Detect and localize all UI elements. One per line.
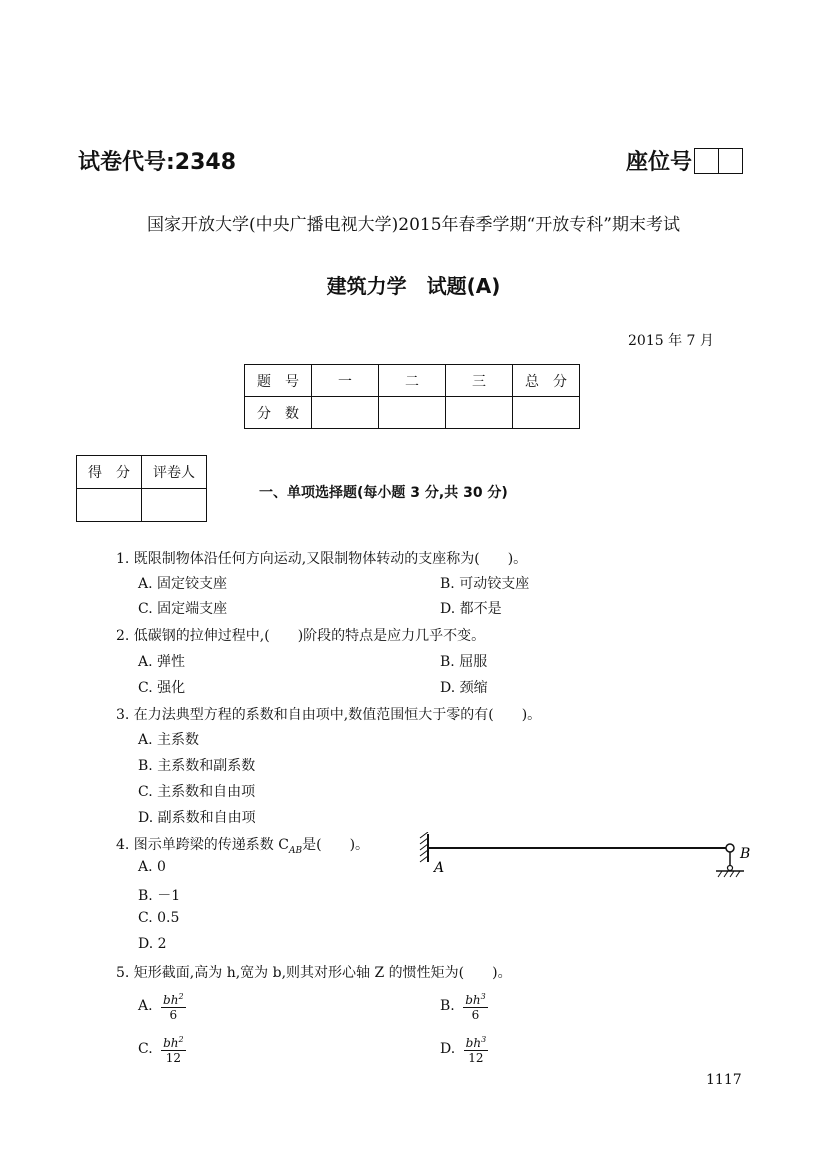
- point-a-label: A: [434, 860, 445, 876]
- option-letter: C.: [138, 1041, 153, 1057]
- option[interactable]: B. 可动铰支座: [440, 576, 530, 592]
- option-c[interactable]: [138, 1033, 186, 1065]
- option-letter: A.: [138, 998, 153, 1014]
- score-cell: 三: [446, 365, 513, 397]
- score-entry[interactable]: [446, 397, 513, 429]
- option[interactable]: C. 0.5: [138, 910, 180, 926]
- option[interactable]: A. 弹性: [138, 654, 186, 670]
- score-cell: 二: [379, 365, 446, 397]
- grader-score-entry[interactable]: [77, 489, 142, 522]
- option[interactable]: D. 2: [138, 936, 167, 952]
- question-3: 3. 在力法典型方程的系数和自由项中,数值范围恒大于零的有( )。: [116, 707, 542, 723]
- fraction-numerator: bh: [163, 993, 179, 1007]
- seat-label: 座位号: [626, 150, 693, 175]
- question-4-text: 4. 图示单跨梁的传递系数 C: [116, 837, 289, 853]
- grader-table: [76, 455, 207, 522]
- option[interactable]: D. 副系数和自由项: [138, 810, 256, 826]
- fraction: [464, 1033, 489, 1065]
- subject-title: 建筑力学 试题(A): [326, 274, 501, 298]
- score-cell: 总 分: [513, 365, 580, 397]
- fixed-support-icon: [420, 832, 428, 862]
- question-2: 2. 低碳钢的拉伸过程中,( )阶段的特点是应力几乎不变。: [116, 628, 486, 644]
- grader-score-label: 得 分: [77, 456, 142, 489]
- option[interactable]: B. 主系数和副系数: [138, 758, 256, 774]
- option[interactable]: C. 固定端支座: [138, 601, 228, 617]
- page-number: 1117: [706, 1072, 742, 1088]
- question-4-text-end: 是( )。: [302, 837, 370, 853]
- beam-diagram: [414, 832, 759, 882]
- score-cell: 分 数: [245, 397, 312, 429]
- option[interactable]: C. 强化: [138, 680, 186, 696]
- fraction-exponent: 2: [178, 1035, 184, 1044]
- question-4: [116, 834, 369, 856]
- score-table: [244, 364, 580, 429]
- fraction: [161, 1033, 186, 1065]
- fraction-denominator: 6: [169, 1008, 178, 1022]
- seat-box: [718, 149, 742, 173]
- fraction-denominator: 12: [165, 1051, 182, 1065]
- option[interactable]: A. 主系数: [138, 732, 200, 748]
- option-b[interactable]: [440, 990, 488, 1022]
- paper-code: 试卷代号:2348: [78, 150, 237, 175]
- option[interactable]: B. 屈服: [440, 654, 488, 670]
- question-4-subscript: AB: [288, 845, 303, 856]
- fraction-exponent: 3: [481, 1035, 487, 1044]
- fraction-numerator: bh: [163, 1036, 179, 1050]
- option[interactable]: B. －1: [138, 888, 181, 904]
- score-entry[interactable]: [379, 397, 446, 429]
- option-letter: B.: [440, 998, 455, 1014]
- fraction-denominator: 12: [468, 1051, 484, 1065]
- option-letter: D.: [440, 1041, 456, 1057]
- fraction-exponent: 3: [480, 992, 486, 1001]
- fraction: [161, 990, 186, 1022]
- option[interactable]: D. 都不是: [440, 601, 502, 617]
- score-entry[interactable]: [312, 397, 379, 429]
- point-b-label: B: [740, 846, 751, 862]
- option[interactable]: C. 主系数和自由项: [138, 784, 256, 800]
- seat-number: [626, 145, 743, 176]
- exam-date: 2015 年 7 月: [628, 333, 714, 349]
- score-entry[interactable]: [513, 397, 580, 429]
- option[interactable]: A. 0: [138, 859, 166, 875]
- fraction-exponent: 2: [178, 992, 184, 1001]
- score-cell: 题 号: [245, 365, 312, 397]
- seat-box: [695, 149, 718, 173]
- exam-title: 国家开放大学(中央广播电视大学)2015年春季学期“开放专科”期末考试: [147, 215, 680, 235]
- seat-boxes: [694, 148, 743, 174]
- fraction-numerator: bh: [465, 993, 481, 1007]
- question-5: 5. 矩形截面,高为 h,宽为 b,则其对形心轴 Z 的惯性矩为( )。: [116, 965, 512, 981]
- fraction-denominator: 6: [471, 1008, 480, 1022]
- question-1: 1. 既限制物体沿任何方向运动,又限制物体转动的支座称为( )。: [116, 551, 528, 567]
- fraction: [463, 990, 488, 1022]
- score-table-value-row: [245, 397, 580, 429]
- score-table-header-row: [245, 365, 580, 397]
- option[interactable]: D. 颈缩: [440, 680, 488, 696]
- option-d[interactable]: [440, 1033, 488, 1065]
- score-cell: 一: [312, 365, 379, 397]
- option[interactable]: A. 固定铰支座: [138, 576, 228, 592]
- fraction-numerator: bh: [465, 1036, 482, 1050]
- option-a[interactable]: [138, 990, 186, 1022]
- section-title: 一、单项选择题(每小题 3 分,共 30 分): [259, 485, 508, 501]
- grader-name-entry[interactable]: [142, 489, 207, 522]
- grader-name-label: 评卷人: [142, 456, 207, 489]
